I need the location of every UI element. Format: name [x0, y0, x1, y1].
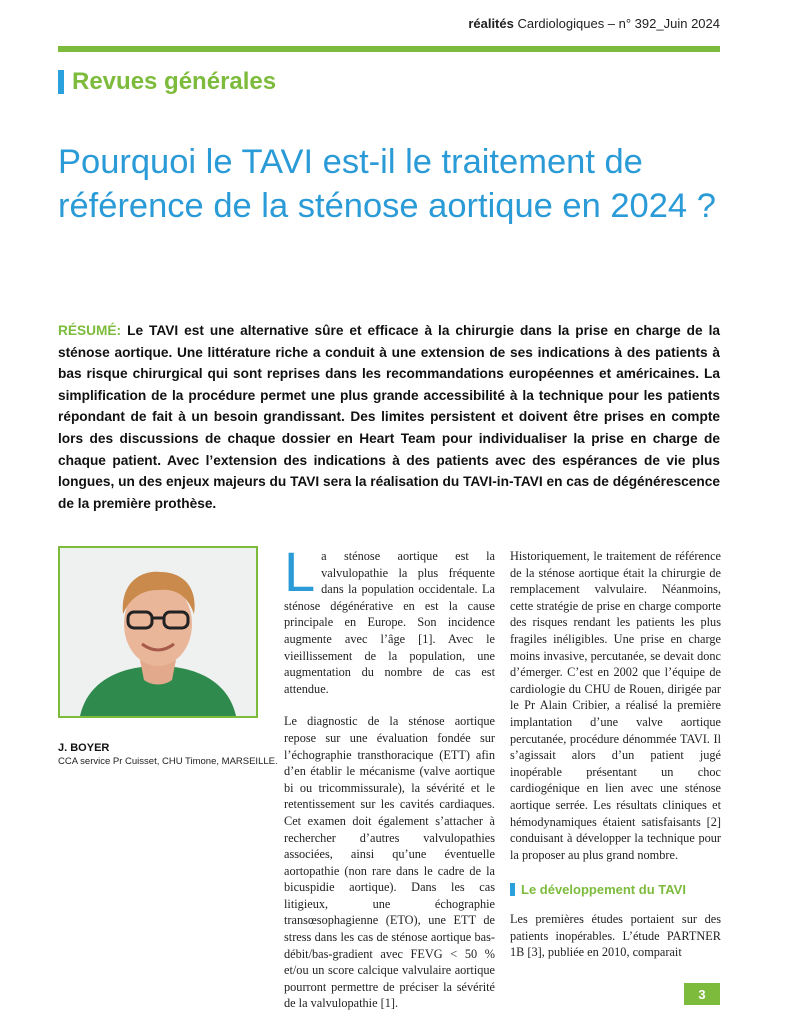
- section-heading: [58, 68, 276, 96]
- paragraph-development: Les premières études portaient sur des patients inopérables. L’étude PARTNER 1B [3], publiée en 2010, comparait: [510, 912, 721, 960]
- subsection-heading: [510, 879, 686, 899]
- subsection-label: Le développement du TAVI: [521, 881, 686, 897]
- journal-issue: Cardiologiques – n° 392_Juin 2024: [513, 16, 720, 31]
- author-name: J. BOYER: [58, 742, 110, 754]
- article-title: Pourquoi le TAVI est-il le traitement de référence de la sténose aortique en 2024 ?: [58, 143, 716, 225]
- author-affiliation: CCA service Pr Cuisset, CHU Timone, MARSEILLE.: [58, 756, 278, 767]
- abstract-text: Le TAVI est une alternative sûre et efficace à la chirurgie dans la prise en charge de la sténose aortique. Une littérature riche a conduit à une extension de ses indications à des patients à bas risque chirurgical qui sont reprises dans les recommandations européennes et américaines. La simplification de la procédure permet une plus grande accessibilité à la technique pour les patients répondant de fait à un besoin grandissant. Des limites persistent et doivent être prises en compte lors des discussions de chaque dossier en Heart Team pour individualiser la prise en charge de chaque patient. Avec l’extension des indications à des patients avec des espérances de vie plus longues, un des enjeux majeurs du TAVI sera la réalisation du TAVI-in-TAVI en cas de dégénérescence de la première prothèse.: [58, 323, 720, 511]
- paragraph-intro: [284, 540, 495, 697]
- section-label: Revues générales: [72, 68, 277, 95]
- body-column-2: [510, 548, 721, 863]
- abstract-label: RÉSUMÉ:: [58, 323, 122, 338]
- journal-brand: réalités: [468, 16, 514, 31]
- author-photo: [58, 546, 258, 718]
- abstract: [58, 320, 720, 514]
- body-column-2-continued: [510, 911, 721, 961]
- drop-cap: L: [284, 540, 316, 603]
- author-portrait-image: [60, 548, 256, 716]
- paragraph-diagnosis: Le diagnostic de la sténose aortique repose sur une évaluation fondée sur l’échographie transthoracique (ETT) afin d’en établir le mécanisme (valve aortique bi ou tricommissurale), la sévérité et le retentissement sur les cavités cardiaques. Cet examen doit également s’attacher à rechercher d’autres valvulopathies associées, ainsi qu’une éventuelle aortopathie (non rare dans le cadre de la bicuspidie aortique). Dans les cas litigieux, une échographie transœsophagienne (ETO), une ETT de stress dans les cas de sténose aortique bas-débit/bas-gradient avec FEVG < 50 % et/ou un score calcique valvulaire aortique pourront permettre de préciser la sévérité de la valvulopathie [1].: [284, 714, 495, 1011]
- journal-header: [468, 16, 720, 31]
- body-column-1: [284, 540, 495, 1012]
- section-marker: [58, 70, 64, 94]
- paragraph-intro-text: a sténose aortique est la valvulopathie la plus fréquente dans la population occidentale. La sténose dégénérative en est la cause principale en Europe. Son incidence augmente avec l’âge [1]. Avec le vieillissement de la population, une augmentation du nombre de cas est attendue.: [284, 549, 495, 696]
- subsection-marker: [510, 883, 515, 896]
- paragraph-history: Historiquement, le traitement de référence de la sténose aortique était la chirurgie de remplacement valvulaire. Néanmoins, cette stratégie de prise en charge comporte des risques rendant les patients les plus fragiles inéligibles. Une prise en charge moins invasive, percutanée, se devait donc d’émerger. C’est en 2002 que l’équipe de cardiologie du CHU de Rouen, dirigée par le Pr Alain Cribier, a réalisé la première implantation d’une valve aortique percutanée, procédure dénommée TAVI. Il s’agissait alors d’un patient jugé inopérable présentant un choc cardiogénique en lien avec une sténose aortique serrée. Les résultats cliniques et hémodynamiques étaient satisfaisants [2] conduisant à développer la technique pour la proposer au plus grand nombre.: [510, 549, 721, 862]
- header-rule: [58, 46, 720, 52]
- page-number: 3: [684, 983, 720, 1005]
